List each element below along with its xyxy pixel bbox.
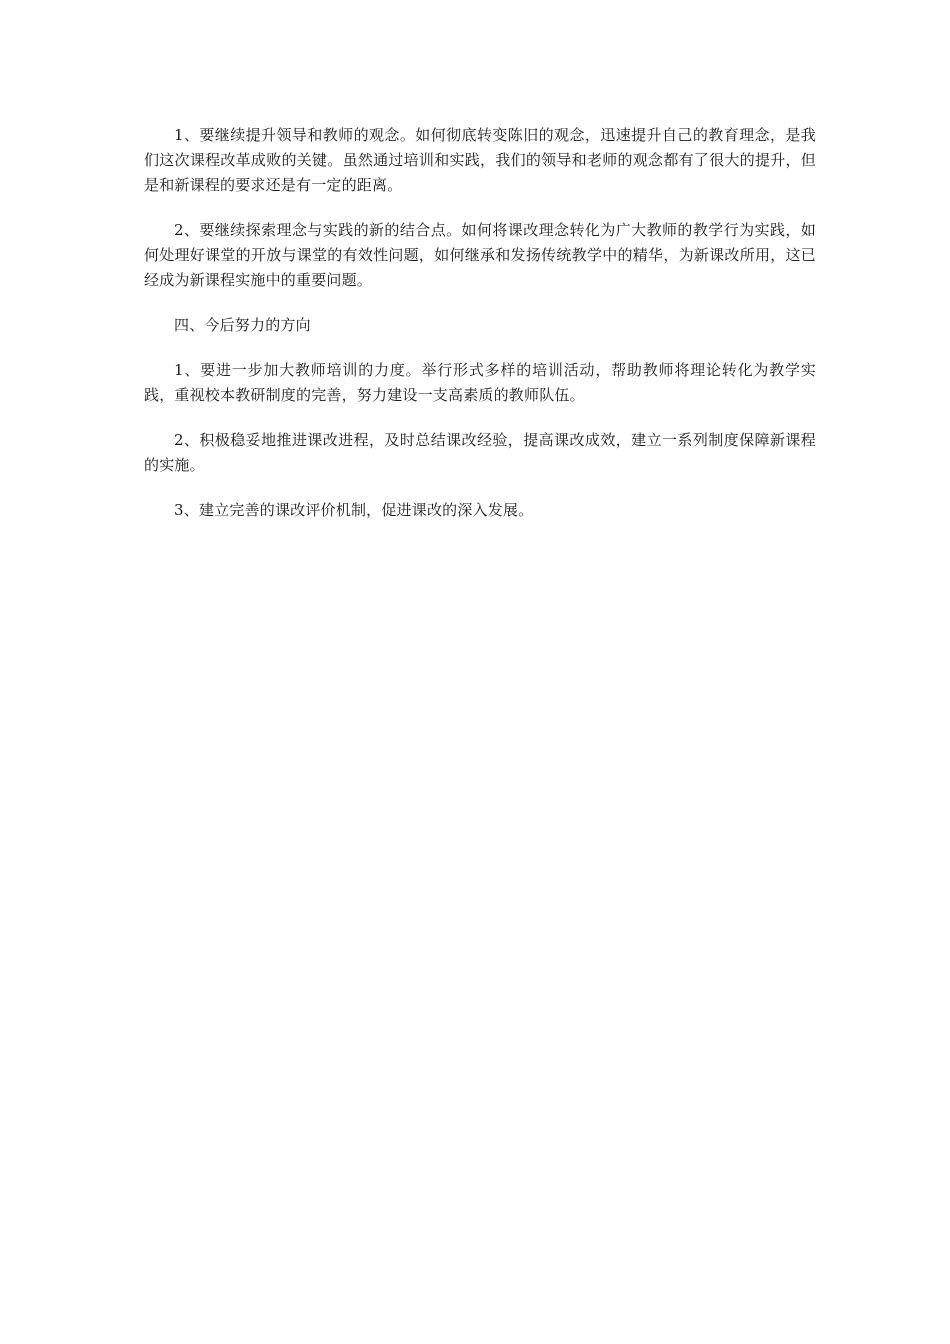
paragraph-1: 1、要继续提升领导和教师的观念。如何彻底转变陈旧的观念，迅速提升自己的教育理念，是我们这次课程改革成败的关键。虽然通过培训和实践，我们的领导和老师的观念都有了很大的提升，但是和新课程的要求还是有一定的距离。 xyxy=(144,126,816,194)
section-heading: 四、今后努力的方向 xyxy=(174,316,311,334)
paragraph-2: 2、要继续探索理念与实践的新的结合点。如何将课改理念转化为广大教师的教学行为实践，如何处理好课堂的开放与课堂的有效性问题，如何继承和发扬传统教学中的精华，为新课改所用，这已经成为新课程实施中的重要问题。 xyxy=(144,221,816,289)
document-body xyxy=(144,123,816,543)
section-item-2: 2、积极稳妥地推进课改进程，及时总结课改经验，提高课改成效，建立一系列制度保障新课程的实施。 xyxy=(144,431,816,474)
section-item-1: 1、要进一步加大教师培训的力度。举行形式多样的培训活动，帮助教师将理论转化为教学实践，重视校本教研制度的完善，努力建设一支高素质的教师队伍。 xyxy=(144,361,816,404)
section-item-3: 3、建立完善的课改评价机制，促进课改的深入发展。 xyxy=(174,501,534,519)
